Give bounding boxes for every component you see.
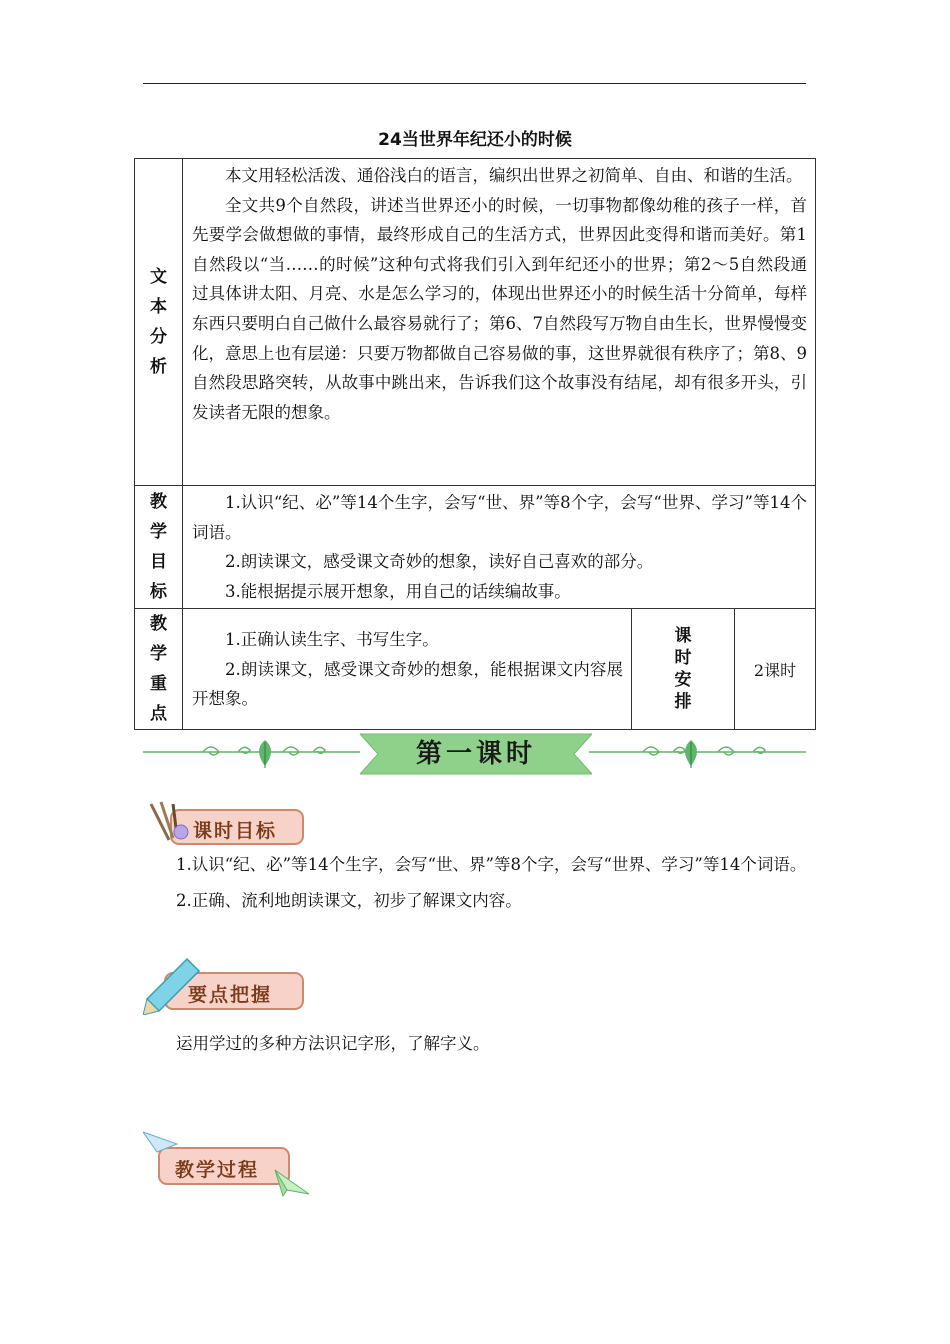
goals-label: 课时目标: [193, 820, 278, 842]
analysis-paragraph: 全文共9个自然段，讲述当世界还小的时候，一切事物都像幼稚的孩子一样，首先要学会做想做的事情，最终形成自己的生活方式，世界因此变得和谐而美好。第1自然段以“当……的时候”这种句式将我们引入到年纪还小的世界；第2～5自然段通过具体讲太阳、月亮、水是怎么学习的，体现出世界还小的时候生活十分简单，每样东西只要明白自己做什么最容易就行了；第6、7自然段写万物自由生长，世界慢慢变化，意思上也有层递：只要万物都做自己容易做的事，这世界就很有秩序了；第8、9自然段思路突转，从故事中跳出来，告诉我们这个故事没有结尾，却有很多开头，引发读者无限的想象。: [192, 195, 808, 422]
paper-plane-icon: [275, 1170, 309, 1196]
page-title: 24当世界年纪还小的时候: [378, 130, 572, 150]
analysis-paragraph: 本文用轻松活泼、通俗浅白的语言，编织出世界之初简单、自由、和谐的生活。: [225, 166, 803, 185]
leaf-icon: [259, 740, 271, 768]
key-points-heading: 教 学 重 点: [135, 609, 183, 730]
objective-item: 1.认识“纪、必”等14个生字，会写“世、界”等8个字，会写“世界、学习”等14个词语。: [192, 493, 808, 542]
schedule-heading: 课 时 安 排: [632, 609, 735, 730]
lesson-plan-table: [134, 158, 816, 730]
key-points-content: [183, 609, 632, 730]
goal-item: 2.正确、流利地朗读课文，初步了解课文内容。: [176, 891, 522, 910]
goals-content: [143, 847, 808, 919]
objective-item: 3.能根据提示展开想象，用自己的话续编故事。: [225, 581, 571, 601]
key-text: 运用学过的多种方法识记字形，了解字义。: [176, 1034, 490, 1053]
key-point-item: 1.正确认读生字、书写生字。: [225, 629, 439, 649]
header-rule: [143, 83, 806, 84]
objectives-content: [183, 486, 816, 609]
schedule-value: 2课时: [735, 609, 816, 730]
lesson-banner-title: 第一课时: [415, 739, 536, 769]
key-points-row: [135, 609, 816, 730]
goal-item: 1.认识“纪、必”等14个生字，会写“世、界”等8个字，会写“世界、学习”等14个词语。: [176, 855, 807, 874]
leaf-icon: [685, 740, 697, 768]
key-content: [143, 1026, 808, 1062]
objective-item: 2.朗读课文，感受课文奇妙的想象，读好自己喜欢的部分。: [225, 552, 654, 572]
key-label: 要点把握: [188, 984, 273, 1006]
objectives-heading: 教 学 目 标: [135, 486, 183, 609]
objectives-row: [135, 486, 816, 609]
key-point-item: 2.朗读课文，感受课文奇妙的想象，能根据课文内容展开想象。: [192, 659, 623, 709]
process-label: 教学过程: [175, 1159, 260, 1181]
analysis-content: [183, 159, 816, 486]
analysis-heading: 文 本 分 析: [135, 159, 183, 486]
analysis-row: [135, 159, 816, 486]
